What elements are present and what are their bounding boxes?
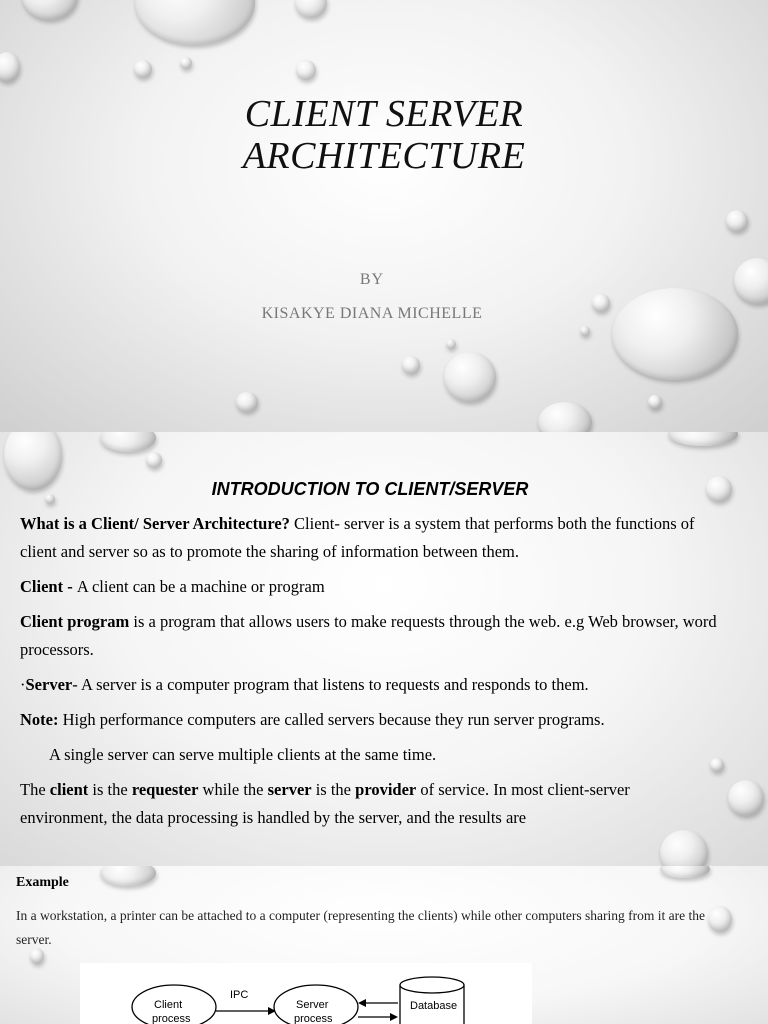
db-arrowhead (390, 1013, 398, 1021)
text-run: is the (88, 780, 132, 799)
water-drop (648, 395, 662, 409)
water-drop (100, 432, 156, 452)
term: Client - (20, 577, 77, 596)
water-drop (660, 866, 710, 878)
slide-heading: INTRODUCTION TO CLIENT/SERVER (211, 479, 529, 499)
water-drop (22, 0, 78, 20)
water-drop (236, 392, 258, 412)
title-line: ARCHITECTURE (242, 135, 526, 177)
definition: A client can be a machine or program (76, 577, 325, 596)
paragraph (20, 776, 720, 832)
database-label: Database (410, 1000, 458, 1012)
term: requester (131, 780, 199, 799)
water-drop (135, 0, 255, 45)
water-drop (134, 60, 152, 78)
text-run: The (20, 780, 50, 799)
ipc-label: IPC (230, 989, 249, 1001)
water-drop (446, 339, 456, 349)
example-text: In a workstation, a printer can be attached to a computer (representing the clients) while other computers sharing from it are the server. (16, 908, 705, 947)
term: Client program (20, 612, 130, 631)
water-drop (538, 402, 592, 432)
water-drop (100, 866, 156, 886)
term: What is a Client/ Server Architecture? (20, 514, 290, 533)
term: client (49, 780, 89, 799)
client-server-diagram (80, 963, 532, 1024)
author-name: KISAKYE DIANA MICHELLE (261, 305, 483, 322)
paragraph: A single server can serve multiple clients at the same time. (49, 745, 437, 764)
diagram-svg (80, 963, 532, 1024)
water-drop (580, 326, 590, 336)
example-title: Example (16, 875, 69, 890)
intro-slide (0, 432, 768, 866)
server-process-label: Server (296, 999, 329, 1011)
database-top (400, 977, 464, 993)
paragraph (20, 573, 720, 601)
term: Server (25, 675, 73, 694)
definition: High performance computers are called servers because they run server programs. (58, 710, 605, 729)
definition: - A server is a computer program that listens to requests and responds to them. (72, 675, 589, 694)
slide-body (20, 510, 720, 839)
client-process-label: process (152, 1013, 191, 1024)
paragraph (20, 608, 720, 664)
water-drop (668, 432, 738, 446)
paragraph (20, 706, 720, 734)
example-slide (0, 866, 768, 1024)
term: Note: (20, 710, 59, 729)
water-drop (296, 60, 316, 80)
server-process-label: process (294, 1013, 333, 1024)
term: server (267, 780, 312, 799)
water-drop (146, 452, 162, 468)
water-drop (728, 780, 764, 816)
title-slide (0, 0, 768, 432)
text-run: of service. In most client-server environment, the data processing is handled by the server, and the results are (20, 780, 630, 827)
water-drop (0, 52, 20, 82)
water-drop (726, 210, 748, 232)
water-drop (180, 57, 192, 69)
definition: is a program that allows users to make requests through the web. e.g Web browser, word processors. (20, 612, 717, 659)
water-drop (612, 288, 738, 380)
water-drop (708, 906, 732, 932)
db-arrowhead (358, 999, 366, 1007)
water-drop (444, 352, 496, 402)
water-drop (295, 0, 327, 18)
client-process-label: Client (154, 999, 183, 1011)
text-run: while the (198, 780, 268, 799)
title-line: CLIENT SERVER (244, 93, 524, 135)
paragraph (20, 510, 720, 566)
presentation-title (0, 93, 768, 177)
water-drop (402, 356, 420, 374)
term: provider (355, 780, 417, 799)
definition: Client- server is a system that performs both the functions of client and server so as to promote the sharing of information between them. (20, 514, 695, 561)
text-run: is the (311, 780, 356, 799)
paragraph (20, 671, 720, 699)
by-label: BY (359, 271, 385, 288)
bullet: · (20, 675, 26, 694)
